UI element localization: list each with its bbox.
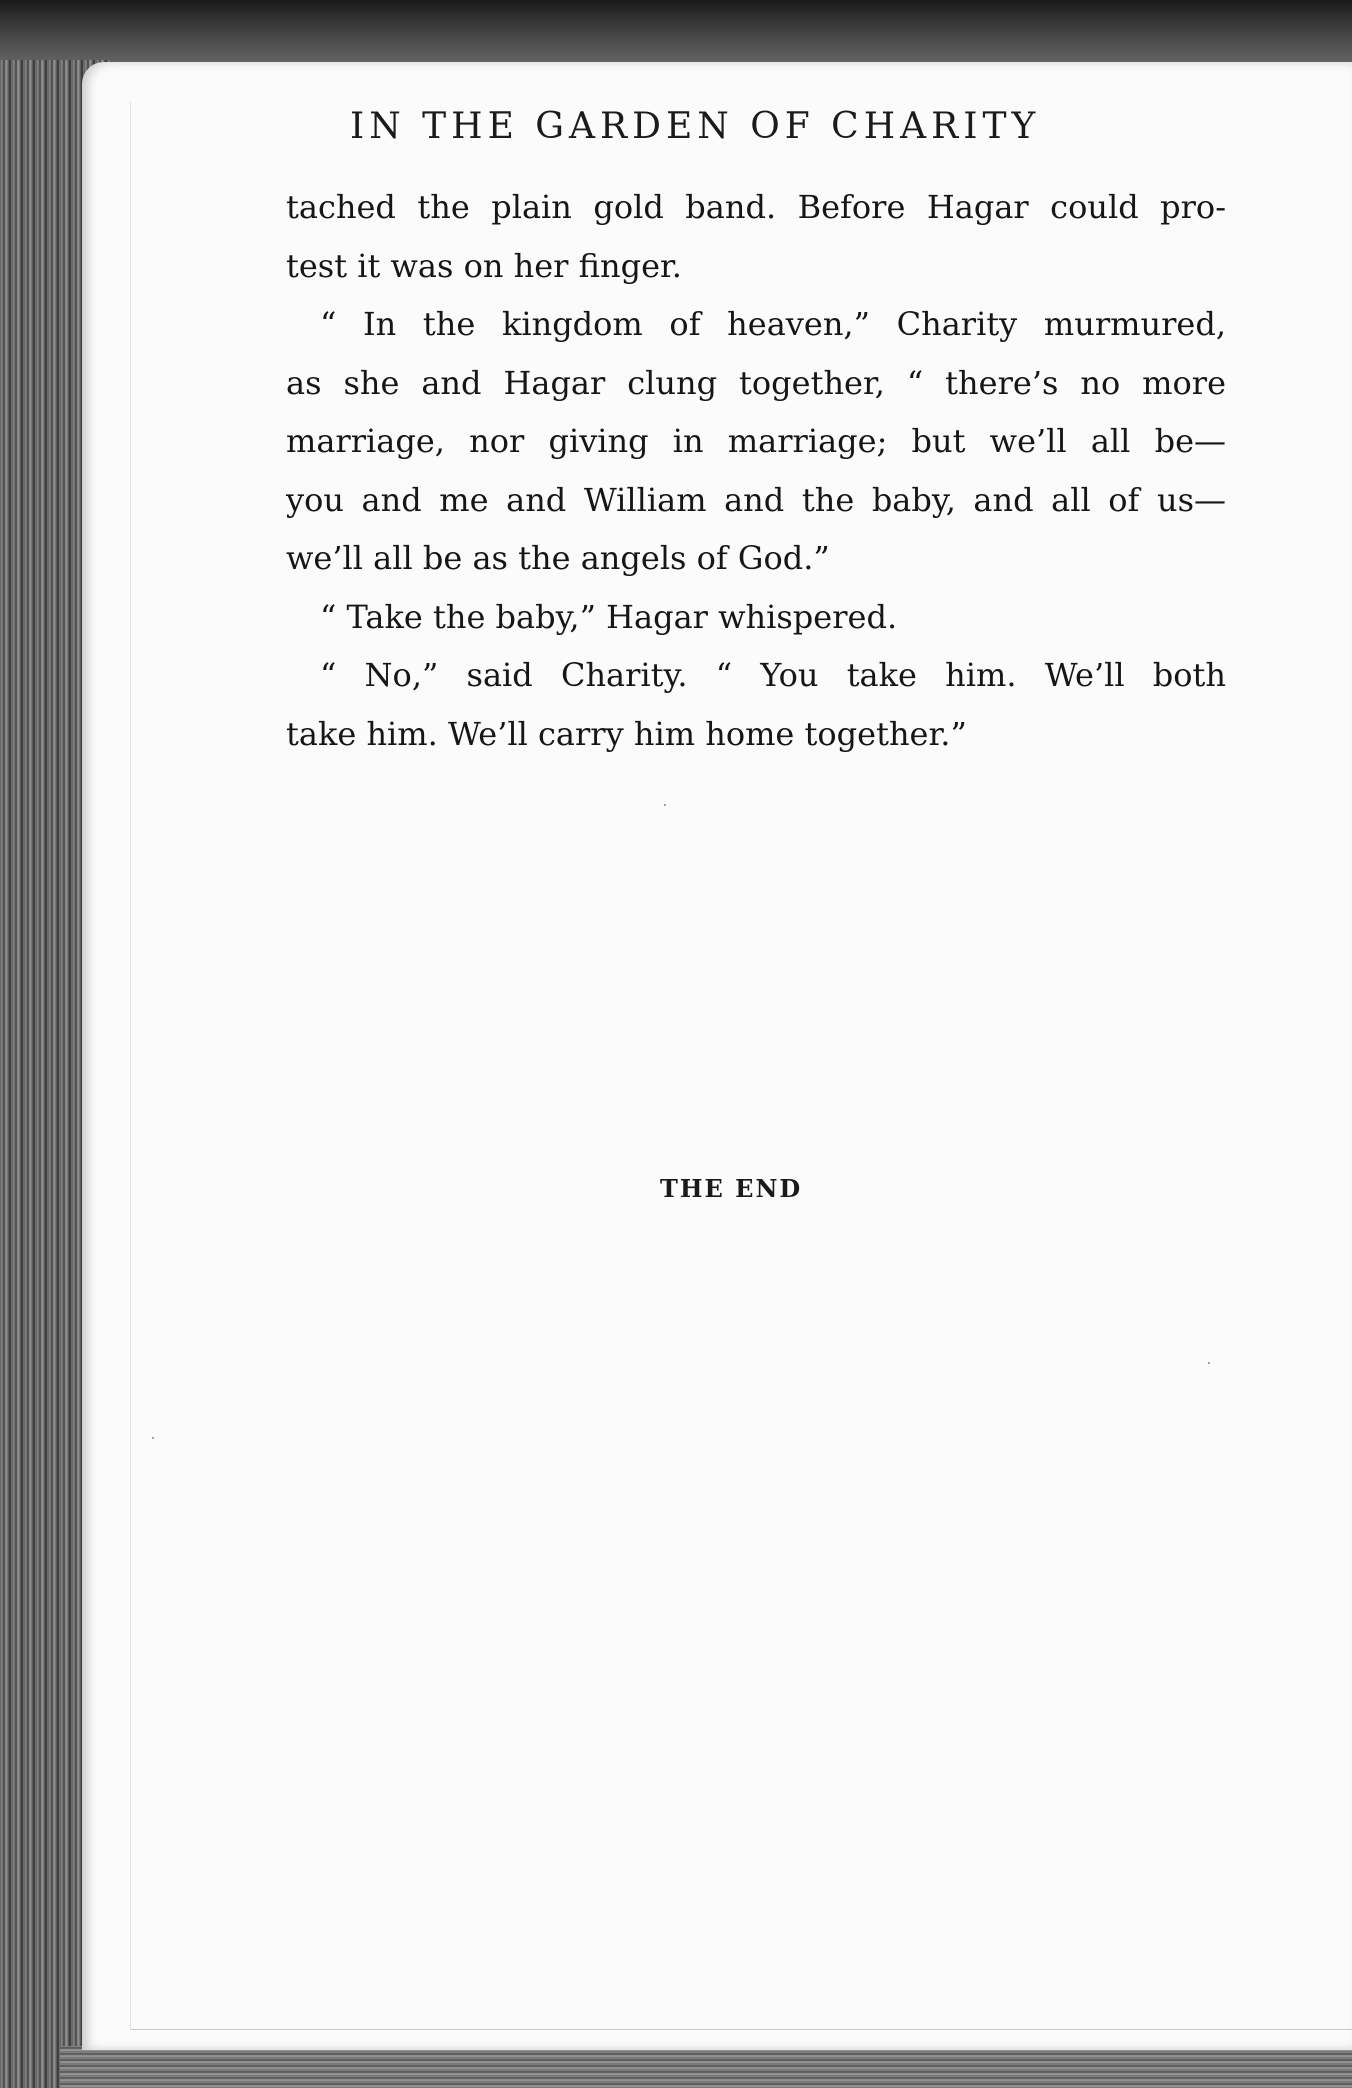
paper-speck [664, 804, 666, 806]
text-line: you and me and William and the baby, and all of us— [286, 480, 1226, 519]
paper-speck [1208, 1362, 1210, 1364]
text-line: “ No,” said Charity. “ You take him. We’ll both [320, 656, 1226, 694]
text-line: take him. We’ll carry him home together.” [286, 714, 967, 753]
text-line: tached the plain gold band. Before Hagar could pro- [286, 188, 1226, 226]
text-line: “ In the kingdom of heaven,” Charity murmured, [320, 305, 1226, 343]
the-end-label: THE END [660, 1174, 803, 1203]
body-text [286, 178, 1226, 763]
text-line: marriage, nor giving in marriage; but we’ll all be— [286, 422, 1226, 460]
text-line: as she and Hagar clung together, “ there’s no more [286, 363, 1226, 402]
text-line: test it was on her finger. [286, 246, 682, 285]
scanner-top-edge [0, 0, 1352, 70]
paper-speck [152, 1437, 154, 1439]
book-bottom-edge [60, 2046, 1352, 2088]
text-line: we’ll all be as the angels of God.” [286, 539, 830, 577]
page-left-rule [130, 102, 131, 2030]
page-bottom-rule [130, 2029, 1352, 2030]
text-line: “ Take the baby,” Hagar whispered. [320, 597, 898, 636]
running-head: IN THE GARDEN OF CHARITY [350, 106, 1041, 147]
